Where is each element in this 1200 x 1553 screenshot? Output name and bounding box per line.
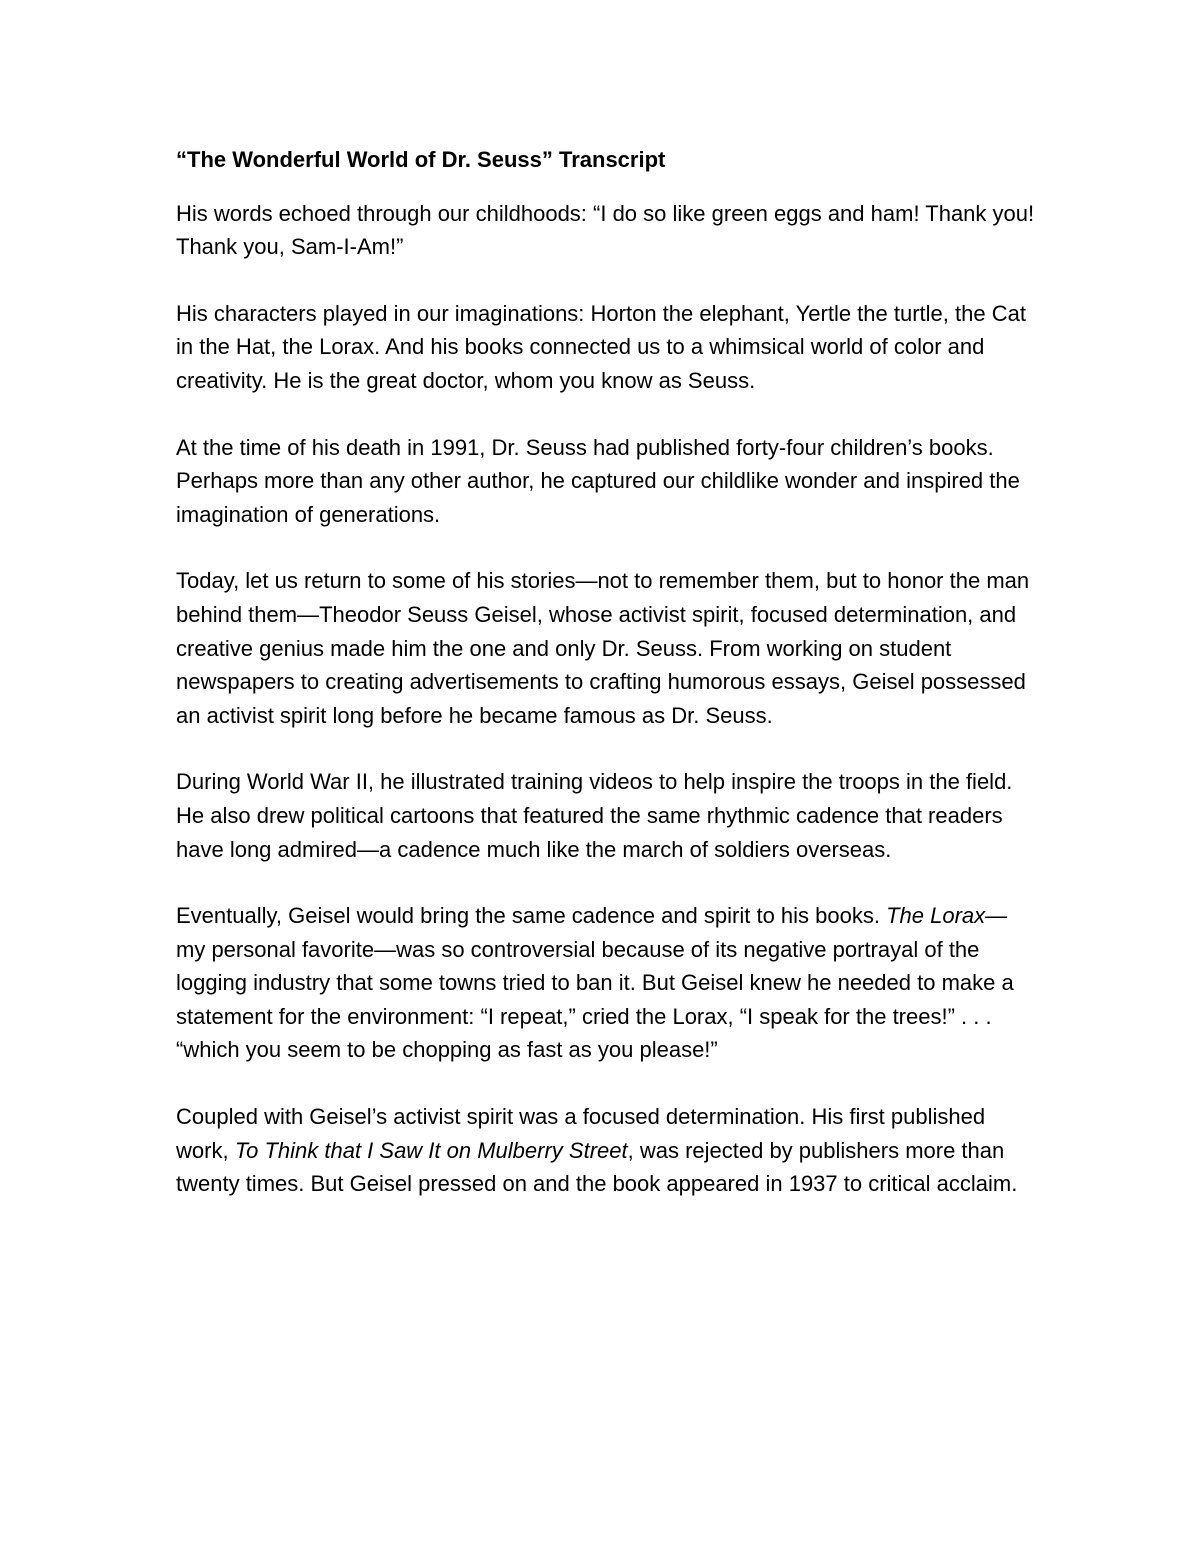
paragraph-6-text-before: Eventually, Geisel would bring the same cadence and spirit to his books.	[176, 903, 887, 929]
paragraph-5: During World War II, he illustrated training videos to help inspire the troops in the field. He also drew political cartoons that featured the same rhythmic cadence that readers have long admired—a cadence much like the march of soldiers overseas.	[176, 769, 1013, 862]
paragraph-4: Today, let us return to some of his stories—not to remember them, but to honor the man behind them—Theodor Seuss Geisel, whose activist spirit, focused determination, and creative genius made him the one and only Dr. Seuss. From working on student newspapers to creating advertisements to crafting humorous essays, Geisel possessed an activist spirit long before he became famous as Dr. Seuss.	[176, 568, 1030, 728]
paragraph-7-text-before: Coupled with Geisel’s activist spirit was a focused determination. His first published work,	[176, 1104, 986, 1163]
book-title-the-lorax: The Lorax	[886, 903, 986, 929]
book-title-mulberry-street: To Think that I Saw It on Mulberry Street	[234, 1137, 628, 1163]
paragraph-3: At the time of his death in 1991, Dr. Seuss had published forty-four children’s books. Perhaps more than any other author, he captured our childlike wonder and inspired the imagination of generations.	[176, 434, 1020, 527]
paragraph-7-text-after: , was rejected by publishers more than twenty times. But Geisel pressed on and the book appeared in 1937 to critical acclaim.	[176, 1137, 1018, 1197]
document-title: “The Wonderful World of Dr. Seuss” Transcript	[176, 147, 666, 172]
paragraph-2: His characters played in our imaginations: Horton the elephant, Yertle the turtle, the Cat in the Hat, the Lorax. And his books connected us to a whimsical world of color and creativity. He is the great doctor, whom you know as Seuss.	[176, 300, 1026, 393]
paragraph-6	[176, 899, 1036, 1067]
paragraph-6-text-after: —my personal favorite—was so controversial because of its negative portrayal of the logging industry that some towns tried to ban it. But Geisel knew he needed to make a statement for the environment: “I repeat,” cried the Lorax, “I speak for the trees!” . . . “which you seem to be chopping as fast as you please!”	[176, 903, 1014, 1063]
paragraph-1: His words echoed through our childhoods: “I do so like green eggs and ham! Thank you! Thank you, Sam-I-Am!”	[176, 200, 1035, 260]
paragraph-7	[176, 1100, 1036, 1201]
document-page	[176, 143, 1036, 1234]
